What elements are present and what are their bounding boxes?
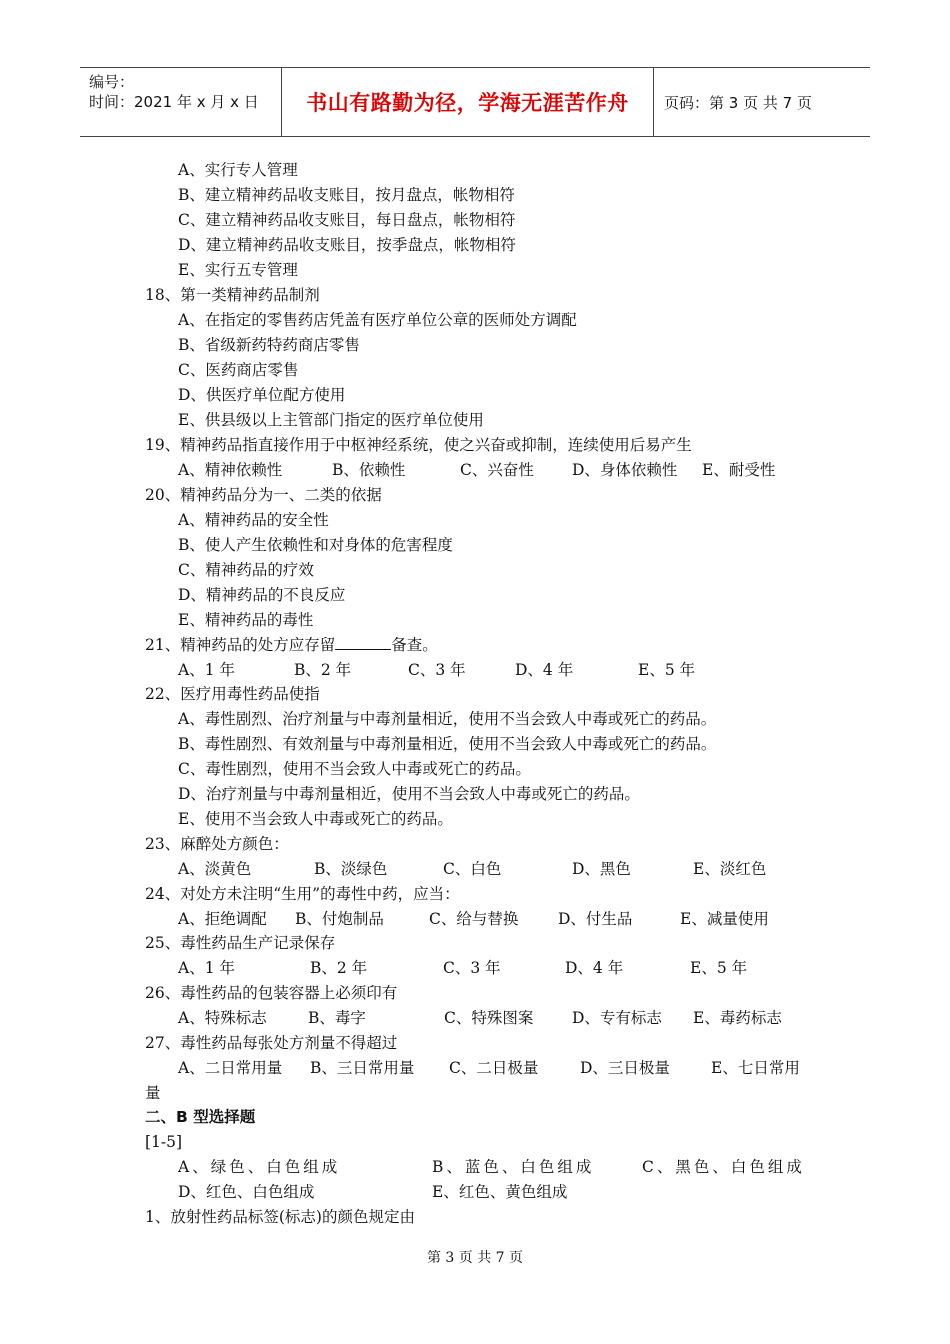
q19-option-a: A、精神依赖性 [178, 461, 283, 479]
q23-option-a: A、淡黄色 [178, 860, 252, 878]
q19-stem: 19、精神药品指直接作用于中枢神经系统，使之兴奋或抑制，连续使用后易产生 [145, 436, 692, 454]
q23-option-b: B、淡绿色 [314, 860, 388, 878]
doc-number-label: 编号： [89, 73, 135, 91]
b-option-c: C、黑色、白色组成 [642, 1158, 805, 1176]
q21-option-d: D、4 年 [515, 661, 574, 679]
q20-option-a: A、精神药品的安全性 [178, 511, 329, 529]
q24-option-e: E、减量使用 [680, 910, 769, 928]
q23-option-c: C、白色 [443, 860, 502, 878]
section-title: 二、B 型选择题 [145, 1108, 256, 1126]
header-page-info: 页码：第 3 页 共 7 页 [664, 93, 812, 112]
q21-stem-text: 21、精神药品的处方应存留 [145, 636, 336, 654]
q26-stem: 26、毒性药品的包装容器上必须印有 [145, 984, 398, 1002]
q19-option-c: C、兴奋性 [460, 461, 534, 479]
q17-option-a: A、实行专人管理 [178, 161, 298, 179]
q23-stem: 23、麻醉处方颜色： [145, 835, 289, 853]
q24-option-a: A、拒绝调配 [178, 910, 267, 928]
header-meta [80, 68, 282, 136]
q17-option-b: B、建立精神药品收支账目，按月盘点，帐物相符 [178, 186, 515, 204]
q18-option-c: C、医药商店零售 [178, 361, 299, 379]
q22-option-d: D、治疗剂量与中毒剂量相近，使用不当会致人中毒或死亡的药品。 [178, 785, 640, 803]
b-option-d: D、红色、白色组成 [178, 1183, 315, 1201]
q19-option-e: E、耐受性 [702, 461, 776, 479]
q22-option-e: E、使用不当会致人中毒或死亡的药品。 [178, 810, 453, 828]
q21-option-a: A、1 年 [178, 661, 235, 679]
b-option-a: A、绿色、白色组成 [178, 1158, 341, 1176]
q27-option-b: B、三日常用量 [310, 1059, 415, 1077]
q20-stem: 20、精神药品分为一、二类的依据 [145, 486, 382, 504]
q18-option-e: E、供县级以上主管部门指定的医疗单位使用 [178, 411, 484, 429]
q19-option-d: D、身体依赖性 [572, 461, 678, 479]
q17-option-e: E、实行五专管理 [178, 261, 298, 279]
b-question-1: 1、放射性药品标签(标志)的颜色规定由 [145, 1208, 415, 1226]
q26-option-b: B、毒字 [308, 1009, 366, 1027]
q26-option-c: C、特殊图案 [444, 1009, 534, 1027]
header-motto-cell [282, 68, 654, 136]
q27-option-e-wrap: 量 [145, 1084, 161, 1102]
q17-option-d: D、建立精神药品收支账目，按季盘点，帐物相符 [178, 236, 516, 254]
q23-option-e: E、淡红色 [693, 860, 767, 878]
q24-stem: 24、对处方未注明“生用”的毒性中药，应当： [145, 885, 460, 903]
q19-option-b: B、依赖性 [332, 461, 406, 479]
q27-option-d: D、三日极量 [580, 1059, 670, 1077]
q21-option-b: B、2 年 [294, 661, 352, 679]
question-range: [1-5] [145, 1133, 183, 1151]
doc-time-label: 时间：2021 年 x 月 x 日 [89, 93, 259, 111]
q25-option-c: C、3 年 [443, 959, 501, 977]
q18-option-b: B、省级新药特药商店零售 [178, 336, 360, 354]
q22-stem: 22、医疗用毒性药品使指 [145, 685, 320, 703]
q22-option-a: A、毒性剧烈、治疗剂量与中毒剂量相近，使用不当会致人中毒或死亡的药品。 [178, 710, 717, 728]
q26-option-a: A、特殊标志 [178, 1009, 267, 1027]
q25-stem: 25、毒性药品生产记录保存 [145, 934, 336, 952]
q18-stem: 18、第一类精神药品制剂 [145, 286, 320, 304]
q23-option-d: D、黑色 [572, 860, 631, 878]
motto-text: 书山有路勤为径，学海无涯苦作舟 [306, 91, 629, 115]
q24-option-d: D、付生品 [558, 910, 633, 928]
q26-option-e: E、毒药标志 [693, 1009, 782, 1027]
q25-option-d: D、4 年 [565, 959, 624, 977]
q20-option-d: D、精神药品的不良反应 [178, 586, 346, 604]
q27-option-c: C、二日极量 [449, 1059, 539, 1077]
q27-stem: 27、毒性药品每张处方剂量不得超过 [145, 1034, 398, 1052]
fill-in-blank [335, 635, 391, 650]
q21-option-e: E、5 年 [638, 661, 696, 679]
q24-option-b: B、付炮制品 [295, 910, 384, 928]
q24-option-c: C、给与替换 [429, 910, 519, 928]
q21-stem-suffix: 备查。 [391, 636, 438, 654]
q18-option-d: D、供医疗单位配方使用 [178, 386, 346, 404]
q27-option-e: E、七日常用 [711, 1059, 800, 1077]
q20-option-b: B、使人产生依赖性和对身体的危害程度 [178, 536, 453, 554]
q22-option-b: B、毒性剧烈、有效剂量与中毒剂量相近，使用不当会致人中毒或死亡的药品。 [178, 735, 717, 753]
q27-option-a: A、二日常用量 [178, 1059, 283, 1077]
page-footer: 第 3 页 共 7 页 [426, 1250, 524, 1266]
q17-option-c: C、建立精神药品收支账目，每日盘点，帐物相符 [178, 211, 516, 229]
q25-option-a: A、1 年 [178, 959, 235, 977]
q20-option-e: E、精神药品的毒性 [178, 611, 314, 629]
q21-stem [145, 635, 438, 655]
q26-option-d: D、专有标志 [572, 1009, 662, 1027]
q25-option-b: B、2 年 [310, 959, 368, 977]
q21-option-c: C、3 年 [408, 661, 466, 679]
page-header [80, 67, 870, 137]
q22-option-c: C、毒性剧烈，使用不当会致人中毒或死亡的药品。 [178, 760, 531, 778]
b-option-b: B、蓝色、白色组成 [432, 1158, 595, 1176]
q20-option-c: C、精神药品的疗效 [178, 561, 314, 579]
q18-option-a: A、在指定的零售药店凭盖有医疗单位公章的医师处方调配 [178, 311, 577, 329]
q25-option-e: E、5 年 [690, 959, 748, 977]
b-option-e: E、红色、黄色组成 [432, 1183, 568, 1201]
